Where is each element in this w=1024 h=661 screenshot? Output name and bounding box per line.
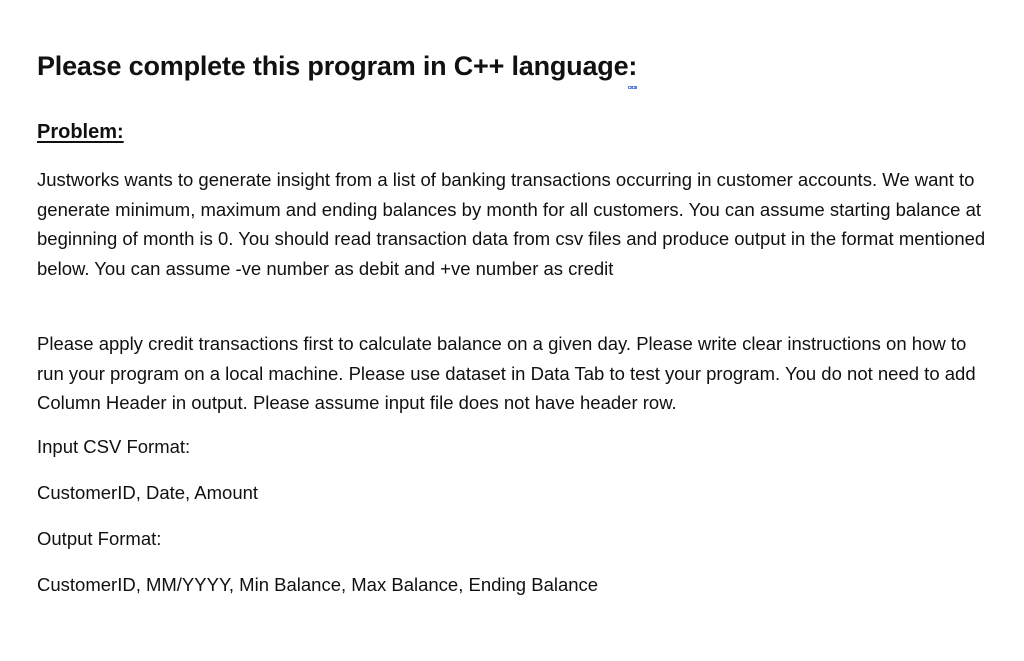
output-format-label: Output Format:: [37, 528, 162, 549]
problem-heading: Problem:: [37, 121, 124, 143]
problem-paragraph-1: Justworks wants to generate insight from a list of banking transactions occurring in customer accounts. We want to generate minimum, maximum and ending balances by month for all customers. You can assume starting balance at beginning of month is 0. You should read transaction data from csv files and produce output in the format mentioned below. You can assume -ve number as debit and +ve number as credit: [37, 169, 986, 279]
input-format-value: CustomerID, Date, Amount: [37, 482, 259, 503]
document-title: [37, 46, 637, 86]
problem-paragraph-2: Please apply credit transactions first to calculate balance on a given day. Please write clear instructions on how to run your program on a local machine. Please use dataset in Data Tab to test your program. You do not need to add Column Header in output. Please assume input file does not have header row.: [37, 333, 976, 413]
spellcheck-marked-colon: :: [628, 46, 637, 86]
output-format-value: CustomerID, MM/YYYY, Min Balance, Max Balance, Ending Balance: [37, 574, 599, 595]
title-text: Please complete this program in C++ language: [37, 51, 629, 81]
input-format-label: Input CSV Format:: [37, 436, 191, 457]
